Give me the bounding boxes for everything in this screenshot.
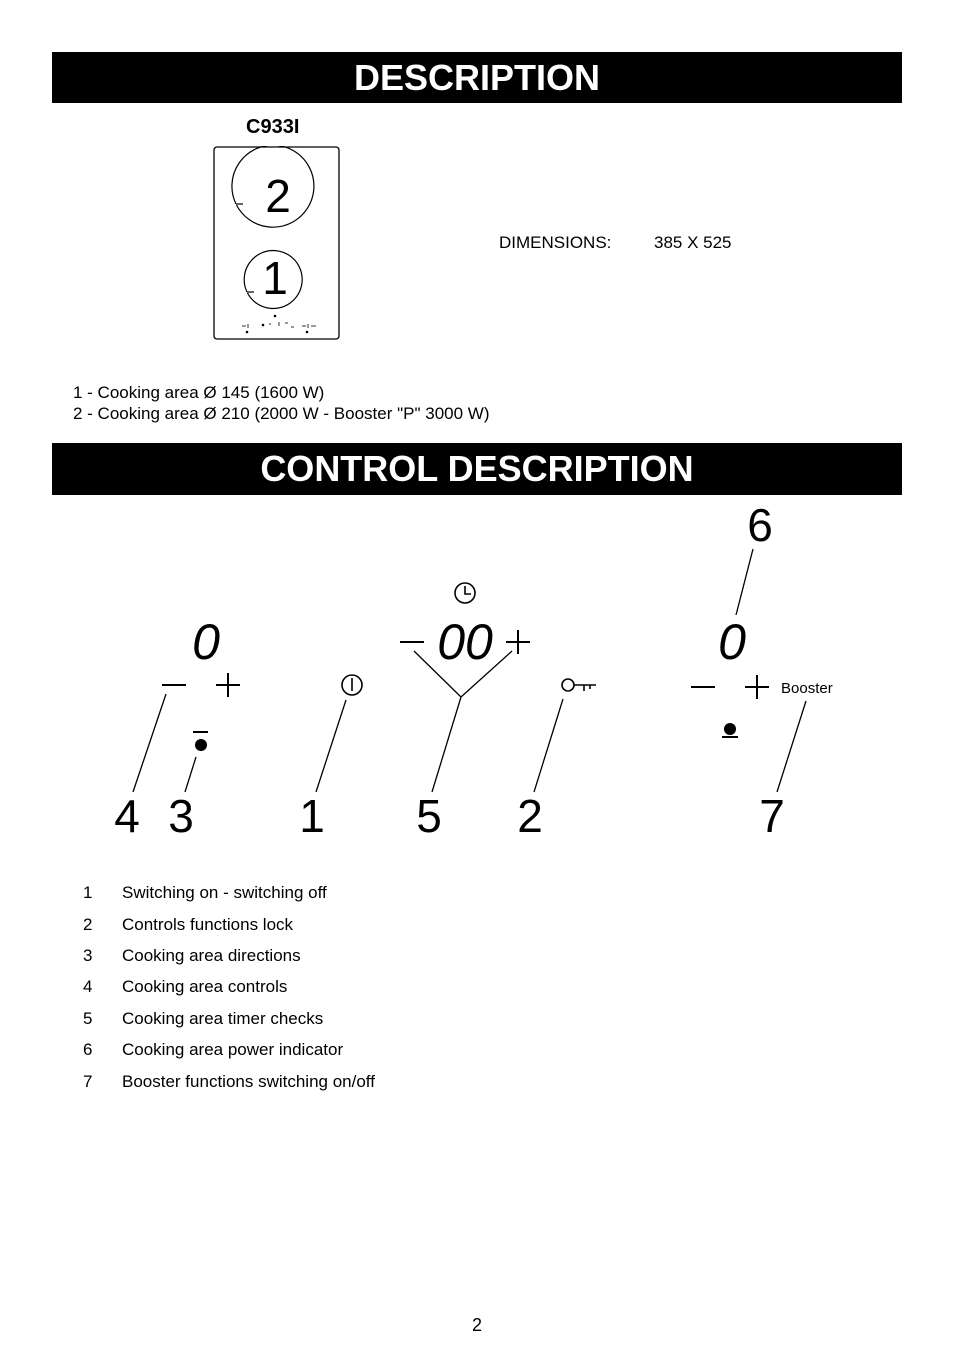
legend-number: 1 (83, 883, 93, 902)
legend-number: 7 (83, 1072, 93, 1091)
callout-2: 2 (517, 790, 543, 842)
legend-number: 2 (83, 915, 93, 934)
dimensions-label: DIMENSIONS: (499, 233, 612, 252)
left-zone-selector-icon[interactable] (193, 732, 208, 751)
callout-6: 6 (747, 499, 773, 551)
right-plus-icon[interactable] (745, 675, 769, 699)
callout-3: 3 (168, 790, 194, 842)
legend-text: Switching on - switching off (122, 883, 327, 902)
timer-clock-icon (455, 583, 475, 603)
legend-number: 4 (83, 977, 93, 996)
callout-lines (133, 549, 806, 792)
page-number: 2 (471, 1315, 482, 1335)
booster-label: Booster (781, 680, 833, 697)
model-name: C933I (246, 116, 300, 138)
callout-7: 7 (759, 790, 785, 842)
control-description-heading: CONTROL DESCRIPTION (52, 443, 902, 495)
timer-display: 00 (437, 614, 493, 670)
legend-text: Cooking area controls (122, 977, 288, 996)
description-heading: DESCRIPTION (52, 52, 902, 103)
zone-2-number: 2 (265, 170, 291, 222)
legend-text: Controls functions lock (122, 915, 294, 934)
legend-text: Cooking area power indicator (122, 1040, 344, 1059)
zone-1-number: 1 (262, 252, 288, 304)
legend-text: Cooking area directions (122, 946, 301, 965)
left-zone-display: 0 (192, 614, 220, 670)
callout-5: 5 (416, 790, 442, 842)
cooking-area-1-spec: 1 - Cooking area Ø 145 (1600 W) (73, 383, 325, 402)
callout-4: 4 (114, 790, 140, 842)
power-icon[interactable] (342, 675, 362, 695)
key-lock-icon[interactable] (562, 679, 596, 691)
callout-1: 1 (299, 790, 325, 842)
mini-control-panel (242, 315, 316, 333)
legend-number: 5 (83, 1009, 93, 1028)
hob-diagram (213, 146, 341, 342)
dimensions-value: 385 X 525 (654, 233, 732, 252)
cooking-area-2-spec: 2 - Cooking area Ø 210 (2000 W - Booster "P" 3000 W) (73, 404, 490, 423)
legend-number: 6 (83, 1040, 93, 1059)
legend-text: Booster functions switching on/off (122, 1072, 375, 1091)
legend-number: 3 (83, 946, 93, 965)
right-zone-display: 0 (718, 614, 746, 670)
timer-plus-icon[interactable] (506, 630, 530, 654)
right-zone-selector-icon[interactable] (722, 723, 738, 737)
left-plus-icon[interactable] (216, 673, 240, 697)
control-panel-diagram (0, 495, 954, 855)
legend-text: Cooking area timer checks (122, 1009, 324, 1028)
